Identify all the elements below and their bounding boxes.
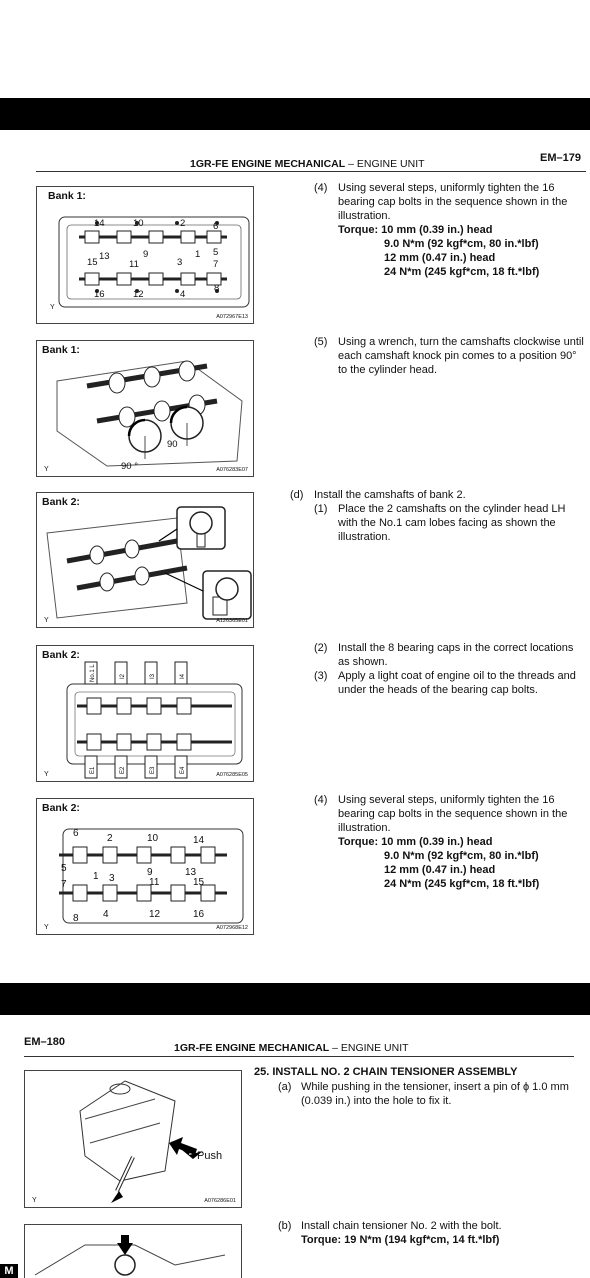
cap-mark: I4: [180, 673, 186, 679]
seq-number: 13: [185, 867, 197, 878]
cap-mark: I2: [120, 673, 126, 679]
cap-mark: I3: [150, 673, 156, 679]
figure-code: A126365E01: [216, 618, 248, 624]
y-marker: Y: [32, 1197, 37, 1204]
step-text: Using a wrench, turn the camshafts clockwise until each camshaft knock pin comes to a position 90° to the cylinder head.: [338, 336, 584, 376]
torque-line: 12 mm (0.47 in.) head: [384, 864, 496, 876]
figure-code: A072967E13: [216, 314, 248, 320]
header-rule: [24, 1056, 574, 1057]
cap-mark: E3: [150, 766, 156, 774]
figure-label: Bank 1:: [48, 190, 86, 202]
seq-number: 3: [109, 873, 115, 884]
step-text: While pushing in the tensioner, insert a pin of ϕ 1.0 mm (0.039 in.) into the hole to fix it.: [301, 1081, 569, 1107]
torque-line: 24 N*m (245 kgf*cm, 18 ft.*lbf): [384, 878, 540, 890]
torque-line: 9.0 N*m (92 kgf*cm, 80 in.*lbf): [384, 238, 539, 250]
page-number-179: EM–179: [540, 152, 581, 164]
seq-number: 14: [193, 835, 205, 846]
seq-number: 12: [133, 289, 144, 300]
step-text: Place the 2 camshafts on the cylinder head LH with the No.1 cam lobes facing as shown the illustration.: [338, 503, 566, 543]
step-text: Apply a light coat of engine oil to the threads and under the heads of the bearing cap bolts.: [338, 670, 576, 696]
seq-number: 16: [94, 289, 105, 300]
seq-number: 10: [147, 833, 159, 844]
header-rule: [36, 171, 586, 172]
page-number-180: EM–180: [24, 1036, 65, 1048]
seq-number: 1: [195, 249, 201, 260]
seq-number: 11: [149, 877, 160, 888]
step-text: Install the 8 bearing caps in the correct locations as shown.: [338, 642, 574, 668]
torque-line: 12 mm (0.47 in.) head: [384, 252, 496, 264]
seq-number: 6: [213, 221, 219, 232]
seq-number: 10: [133, 218, 144, 229]
step-number: (3): [314, 670, 328, 682]
cap-mark: E1: [90, 766, 96, 774]
push-label: Push: [197, 1150, 223, 1162]
seq-number: 15: [87, 257, 98, 268]
seq-number: 3: [177, 257, 183, 268]
cylinder-head-drawing: [37, 187, 254, 324]
top-black-bar: [0, 98, 590, 130]
seq-number: 2: [107, 833, 113, 844]
seq-number: 1: [93, 871, 99, 882]
figure-bank2-bearing-caps: [36, 645, 254, 782]
figure-code: A076286E01: [204, 1198, 236, 1204]
figure-label: Bank 1:: [42, 344, 80, 356]
figure-bank2-bolt-sequence: [36, 798, 254, 935]
seq-number: 13: [99, 251, 110, 262]
step-number: (1): [314, 503, 328, 515]
y-marker: Y: [44, 771, 49, 778]
seq-number: 9: [147, 867, 153, 878]
step-number: (b): [278, 1220, 292, 1232]
figure-code: A076285E05: [216, 772, 248, 778]
tensioner-install-drawing: [25, 1225, 242, 1278]
figure-bank2-camshaft-placement: [36, 492, 254, 628]
figure-bank1-bolt-sequence: [36, 186, 254, 324]
figure-chain-tensioner: [24, 1070, 242, 1208]
middle-black-bar: [0, 983, 590, 1015]
page-title-179: 1GR-FE ENGINE MECHANICAL – ENGINE UNIT: [190, 158, 425, 170]
figure-label: Bank 2:: [42, 649, 80, 661]
figure-tensioner-install-partial: [24, 1224, 242, 1278]
seq-number: 4: [103, 909, 109, 920]
seq-number: 15: [193, 877, 205, 888]
seq-number: 5: [213, 247, 219, 258]
seq-number: 9: [143, 249, 149, 260]
seq-number: 7: [213, 259, 219, 270]
cap-mark: E2: [120, 766, 126, 774]
step-number: (4): [314, 794, 328, 806]
y-marker: Y: [44, 924, 49, 931]
seq-number: 2: [180, 218, 186, 229]
cylinder-head-drawing: [37, 799, 254, 935]
torque-line: Torque: 10 mm (0.39 in.) head: [338, 836, 493, 848]
figure-code: A076283E07: [216, 467, 248, 473]
torque-line: 24 N*m (245 kgf*cm, 18 ft.*lbf): [384, 266, 540, 278]
step-text: Install the camshafts of bank 2.: [314, 489, 466, 501]
step-number: (5): [314, 336, 328, 348]
seq-number: 6: [73, 828, 79, 839]
figure-label: Bank 2:: [42, 496, 80, 508]
seq-number: 4: [180, 289, 186, 300]
torque-line: 9.0 N*m (92 kgf*cm, 80 in.*lbf): [384, 850, 539, 862]
camshaft-lobe-drawing: [37, 493, 254, 628]
step-number: (d): [290, 489, 304, 501]
torque-line: Torque: 10 mm (0.39 in.) head: [338, 224, 493, 236]
angle-label: 90 °: [121, 461, 139, 472]
y-marker: Y: [50, 304, 55, 311]
y-marker: Y: [44, 466, 49, 473]
figure-bank1-camshaft-rotation: [36, 340, 254, 477]
page-title-180: 1GR-FE ENGINE MECHANICAL – ENGINE UNIT: [174, 1042, 409, 1054]
step-text: Using several steps, uniformly tighten the 16 bearing cap bolts in the sequence shown in the illustration.: [338, 182, 568, 222]
figure-label: Bank 2:: [42, 802, 80, 814]
cap-mark: E4: [180, 766, 186, 774]
step-number: (2): [314, 642, 328, 654]
seq-number: 5: [61, 863, 67, 874]
seq-number: 11: [129, 259, 139, 270]
angle-label: 90: [167, 439, 178, 450]
tensioner-drawing: [25, 1071, 242, 1208]
seq-number: 7: [61, 879, 67, 890]
step-text: Using several steps, uniformly tighten the 16 bearing cap bolts in the sequence shown in the illustration.: [338, 794, 568, 834]
step-text: Install chain tensioner No. 2 with the bolt.: [301, 1220, 502, 1232]
camshaft-drawing: [37, 341, 254, 477]
seq-number: 14: [94, 218, 105, 229]
section-heading: 25. INSTALL NO. 2 CHAIN TENSIONER ASSEMBLY: [254, 1066, 518, 1078]
torque-line: Torque: 19 N*m (194 kgf*cm, 14 ft.*lbf): [301, 1234, 500, 1246]
corner-mark: M: [0, 1264, 18, 1278]
figure-code: A072968E12: [216, 925, 248, 931]
seq-number: 12: [149, 909, 161, 920]
bearing-cap-drawing: [37, 646, 254, 782]
y-marker: Y: [44, 617, 49, 624]
cap-mark: No.1 L: [90, 664, 96, 682]
step-number: (a): [278, 1081, 292, 1093]
step-number: (4): [314, 182, 328, 194]
seq-number: 8: [73, 913, 79, 924]
seq-number: 16: [193, 909, 205, 920]
seq-number: 8: [214, 283, 220, 294]
